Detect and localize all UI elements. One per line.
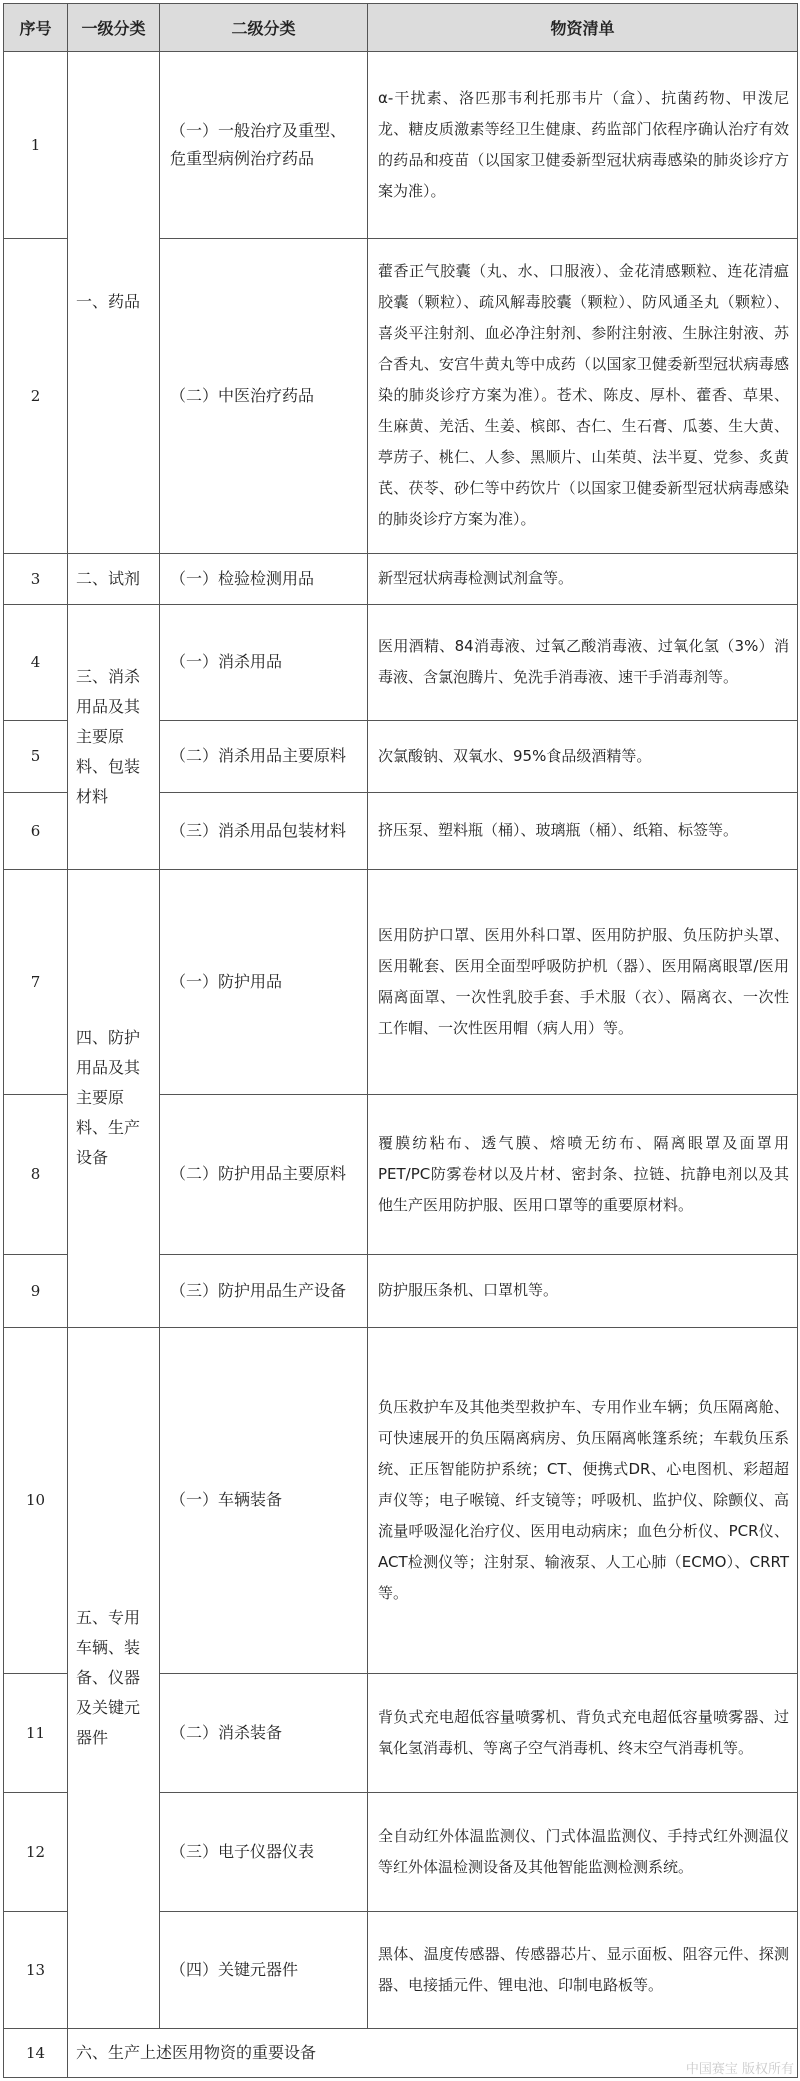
table-row bbox=[4, 2028, 798, 2077]
item-list: 医用防护口罩、医用外科口罩、医用防护服、负压防护头罩、医用靴套、医用全面型呼吸防护机（器）、医用隔离眼罩/医用隔离面罩、一次性乳胶手套、手术服（衣）、隔离衣、一次性工作帽、一次性医用帽（病人用）等。 bbox=[368, 869, 798, 1094]
header-row bbox=[4, 4, 798, 52]
item-list: 次氯酸钠、双氧水、95%食品级酒精等。 bbox=[368, 720, 798, 792]
row-number: 2 bbox=[4, 239, 68, 554]
category-level2: （一）消杀用品 bbox=[160, 604, 368, 720]
category-level1: 三、消杀用品及其主要原料、包装材料 bbox=[68, 604, 160, 869]
category-level2: （二）消杀用品主要原料 bbox=[160, 720, 368, 792]
item-list: 挤压泵、塑料瓶（桶）、玻璃瓶（桶）、纸箱、标签等。 bbox=[368, 793, 798, 870]
category-level2: （一）检验检测用品 bbox=[160, 553, 368, 604]
category-level1: 四、防护用品及其主要原料、生产设备 bbox=[68, 869, 160, 1327]
category-level1: 六、生产上述医用物资的重要设备 bbox=[68, 2028, 798, 2077]
item-list: 防护服压条机、口罩机等。 bbox=[368, 1254, 798, 1327]
header-level2: 二级分类 bbox=[160, 4, 368, 52]
item-list: α-干扰素、洛匹那韦利托那韦片（盒）、抗菌药物、甲泼尼龙、糖皮质激素等经卫生健康、药监部门依程序确认治疗有效的药品和疫苗（以国家卫健委新型冠状病毒感染的肺炎诊疗方案为准）。 bbox=[368, 51, 798, 238]
row-number: 7 bbox=[4, 869, 68, 1094]
row-number: 8 bbox=[4, 1095, 68, 1255]
row-number: 10 bbox=[4, 1328, 68, 1674]
row-number: 3 bbox=[4, 553, 68, 604]
category-level2: （四）关键元器件 bbox=[160, 1911, 368, 2028]
row-number: 5 bbox=[4, 720, 68, 792]
category-level1: 一、药品 bbox=[68, 51, 160, 553]
table-row bbox=[4, 1328, 798, 1674]
table-row bbox=[4, 553, 798, 604]
supplies-table bbox=[3, 3, 798, 2078]
category-level1: 二、试剂 bbox=[68, 553, 160, 604]
item-list: 背负式充电超低容量喷雾机、背负式充电超低容量喷雾器、过氧化氢消毒机、等离子空气消毒机、终末空气消毒机等。 bbox=[368, 1673, 798, 1792]
table-row bbox=[4, 869, 798, 1094]
row-number: 6 bbox=[4, 793, 68, 870]
item-list: 新型冠状病毒检测试剂盒等。 bbox=[368, 553, 798, 604]
header-items: 物资清单 bbox=[368, 4, 798, 52]
row-number: 13 bbox=[4, 1911, 68, 2028]
row-number: 9 bbox=[4, 1254, 68, 1327]
item-list: 医用酒精、84消毒液、过氧乙酸消毒液、过氧化氢（3%）消毒液、含氯泡腾片、免洗手消毒液、速干手消毒剂等。 bbox=[368, 604, 798, 720]
category-level1: 五、专用车辆、装备、仪器及关键元器件 bbox=[68, 1328, 160, 2029]
item-list: 黑体、温度传感器、传感器芯片、显示面板、阻容元件、探测器、电接插元件、锂电池、印制电路板等。 bbox=[368, 1911, 798, 2028]
row-number: 12 bbox=[4, 1792, 68, 1911]
item-list: 覆膜纺粘布、透气膜、熔喷无纺布、隔离眼罩及面罩用PET/PC防雾卷材以及片材、密封条、拉链、抗静电剂以及其他生产医用防护服、医用口罩等的重要原材料。 bbox=[368, 1095, 798, 1255]
category-level2: （三）电子仪器仪表 bbox=[160, 1792, 368, 1911]
category-level2: （三）防护用品生产设备 bbox=[160, 1254, 368, 1327]
category-level2: （二）消杀装备 bbox=[160, 1673, 368, 1792]
row-number: 1 bbox=[4, 51, 68, 238]
row-number: 14 bbox=[4, 2028, 68, 2077]
category-level2: （二）中医治疗药品 bbox=[160, 239, 368, 554]
category-level2: （三）消杀用品包装材料 bbox=[160, 793, 368, 870]
header-number: 序号 bbox=[4, 4, 68, 52]
item-list: 全自动红外体温监测仪、门式体温监测仪、手持式红外测温仪等红外体温检测设备及其他智能监测检测系统。 bbox=[368, 1792, 798, 1911]
header-level1: 一级分类 bbox=[68, 4, 160, 52]
category-level2: （一）防护用品 bbox=[160, 869, 368, 1094]
category-level2: （一）车辆装备 bbox=[160, 1328, 368, 1674]
item-list: 藿香正气胶囊（丸、水、口服液）、金花清感颗粒、连花清瘟胶囊（颗粒）、疏风解毒胶囊（颗粒）、防风通圣丸（颗粒）、喜炎平注射剂、血必净注射剂、参附注射液、生脉注射液、苏合香丸、安宫牛黄丸等中成药（以国家卫健委新型冠状病毒感染的肺炎诊疗方案为准）。苍术、陈皮、厚朴、藿香、草果、生麻黄、羌活、生姜、槟郎、杏仁、生石膏、瓜蒌、生大黄、葶苈子、桃仁、人参、黑顺片、山茱萸、法半夏、党参、炙黄芪、茯苓、砂仁等中药饮片（以国家卫健委新型冠状病毒感染的肺炎诊疗方案为准）。 bbox=[368, 239, 798, 554]
item-list: 负压救护车及其他类型救护车、专用作业车辆；负压隔离舱、可快速展开的负压隔离病房、负压隔离帐篷系统；车载负压系统、正压智能防护系统；CT、便携式DR、心电图机、彩超超声仪等；电子喉镜、纤支镜等；呼吸机、监护仪、除颤仪、高流量呼吸湿化治疗仪、医用电动病床；血色分析仪、PCR仪、ACT检测仪等；注射泵、输液泵、人工心肺（ECMO）、CRRT等。 bbox=[368, 1328, 798, 1674]
row-number: 11 bbox=[4, 1673, 68, 1792]
row-number: 4 bbox=[4, 604, 68, 720]
category-level2: （二）防护用品主要原料 bbox=[160, 1095, 368, 1255]
table-row bbox=[4, 51, 798, 238]
watermark: 中国赛宝 版权所有 bbox=[685, 2062, 794, 2077]
table-row bbox=[4, 604, 798, 720]
category-level2: （一）一般治疗及重型、危重型病例治疗药品 bbox=[160, 51, 368, 238]
